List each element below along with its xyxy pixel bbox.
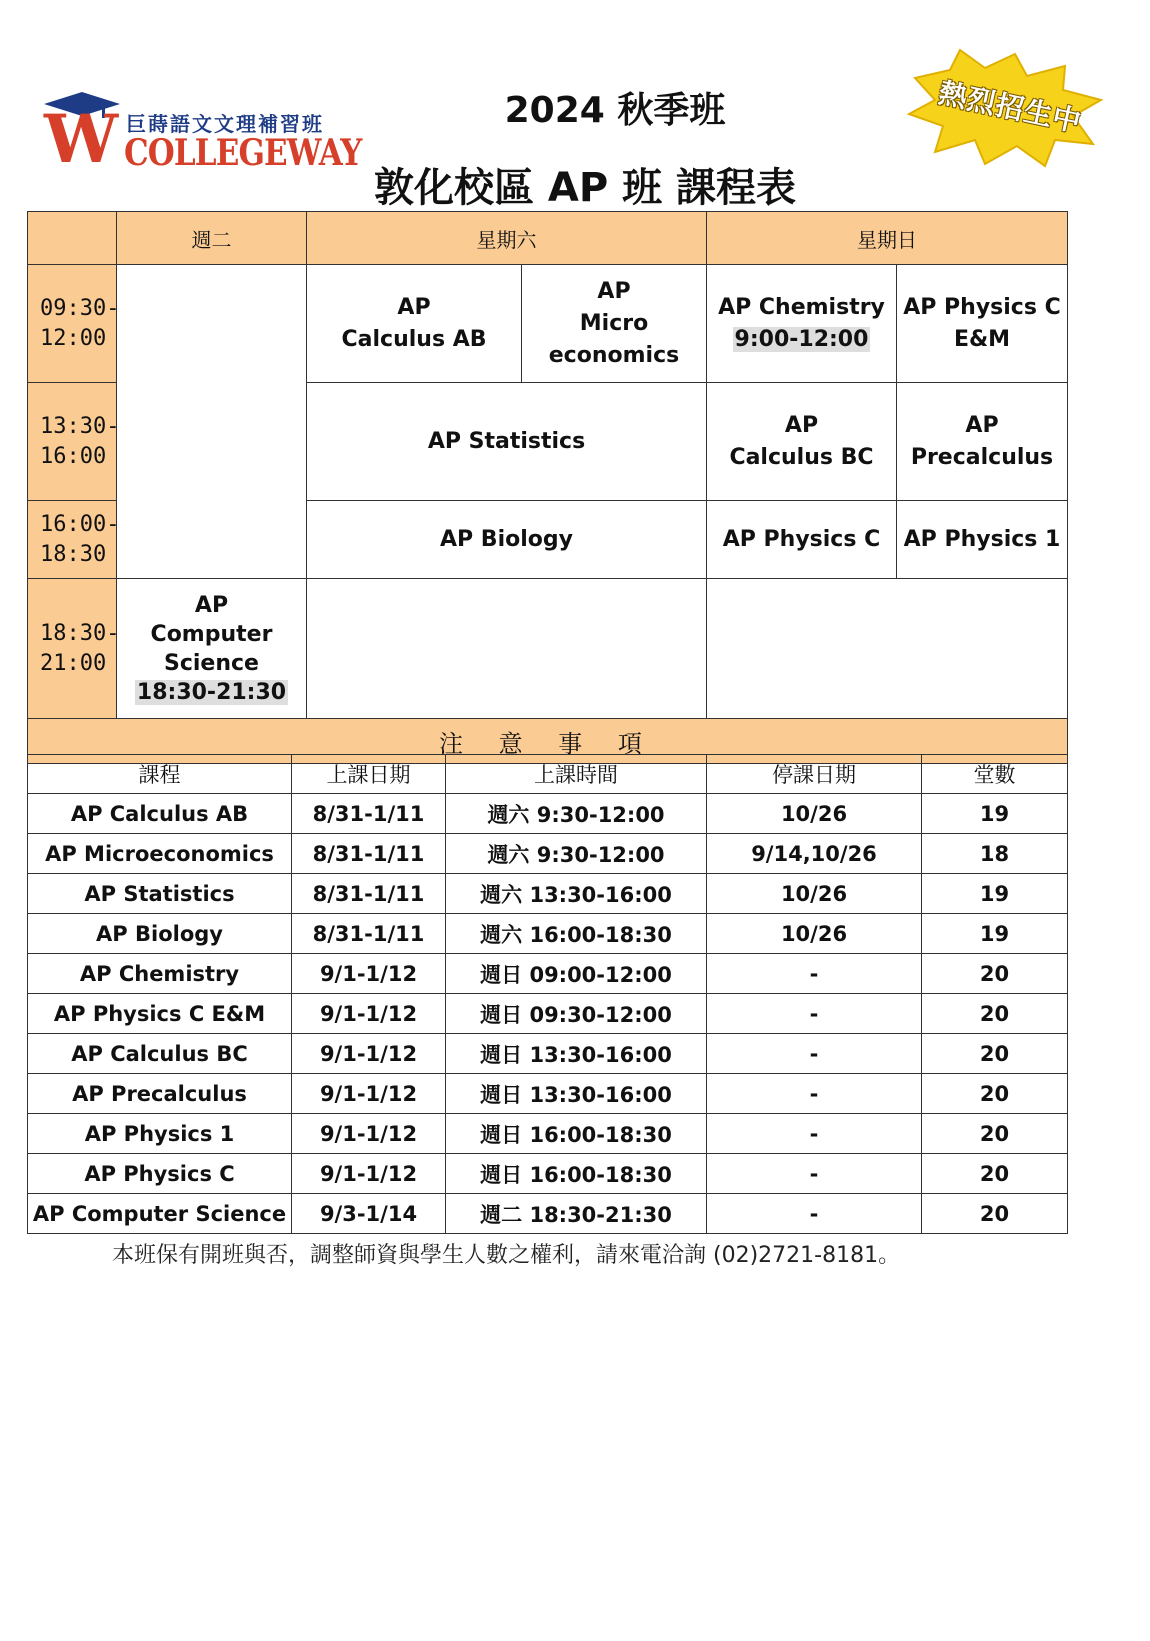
course-time: 週六 13:30-16:00	[446, 874, 707, 914]
course-dates: 9/1-1/12	[292, 954, 446, 994]
course-cell-statistics: AP Statistics	[307, 383, 707, 501]
course-name: AP Computer Science	[28, 1194, 292, 1234]
course-dates: 9/1-1/12	[292, 1074, 446, 1114]
page-subtitle: 敦化校區 AP 班 課程表	[373, 165, 797, 211]
saturday-empty-cell	[307, 579, 707, 719]
course-time: 週日 09:30-12:00	[446, 994, 707, 1034]
table-row	[28, 994, 1068, 1034]
course-cell-microeconomics: AP Micro economics	[522, 265, 707, 383]
course-sessions: 20	[922, 1114, 1068, 1154]
table-row	[28, 1034, 1068, 1074]
course-time: 週日 16:00-18:30	[446, 1114, 707, 1154]
schedule-table	[27, 211, 1068, 764]
course-dates: 8/31-1/11	[292, 914, 446, 954]
course-dates: 8/31-1/11	[292, 794, 446, 834]
time-slot-3: 16:00- 18:30	[28, 501, 117, 579]
course-name: AP Physics C E&M	[28, 994, 292, 1034]
course-break: -	[707, 1074, 922, 1114]
course-name: AP Physics C	[28, 1154, 292, 1194]
course-sessions: 18	[922, 834, 1068, 874]
day-sunday: 星期日	[707, 212, 1068, 265]
course-time: 週日 13:30-16:00	[446, 1074, 707, 1114]
course-cell-physics-1: AP Physics 1	[897, 501, 1068, 579]
corner-cell	[28, 212, 117, 265]
course-time: 週六 9:30-12:00	[446, 834, 707, 874]
course-time: 週六 16:00-18:30	[446, 914, 707, 954]
course-cell-computer-science: AP Computer Science 18:30-21:30	[117, 579, 307, 719]
col-header-sessions: 堂數	[922, 755, 1068, 794]
course-sessions: 20	[922, 954, 1068, 994]
course-name: AP Physics 1	[28, 1114, 292, 1154]
table-row	[28, 874, 1068, 914]
tuesday-empty-cell	[117, 265, 307, 579]
course-break: -	[707, 1034, 922, 1074]
course-dates: 9/3-1/14	[292, 1194, 446, 1234]
course-break: 10/26	[707, 914, 922, 954]
course-sessions: 20	[922, 1154, 1068, 1194]
table-row	[28, 794, 1068, 834]
course-cell-physics-c: AP Physics C	[707, 501, 897, 579]
recruiting-badge-text: 熱烈招生中	[935, 76, 1085, 139]
col-header-break: 停課日期	[707, 755, 922, 794]
cs-time-highlight: 18:30-21:30	[136, 679, 287, 705]
course-break: 9/14,10/26	[707, 834, 922, 874]
course-time: 週六 9:30-12:00	[446, 794, 707, 834]
course-name: AP Precalculus	[28, 1074, 292, 1114]
course-info-table	[27, 754, 1068, 1234]
col-header-dates: 上課日期	[292, 755, 446, 794]
course-dates: 9/1-1/12	[292, 1114, 446, 1154]
col-header-course: 課程	[28, 755, 292, 794]
logo-letter: W	[44, 100, 119, 178]
course-name: AP Statistics	[28, 874, 292, 914]
course-break: 10/26	[707, 874, 922, 914]
notes-header: 注 意 事 項	[28, 719, 1068, 764]
day-tuesday: 週二	[117, 212, 307, 265]
course-dates: 9/1-1/12	[292, 994, 446, 1034]
table-row	[28, 1194, 1068, 1234]
info-header-row	[28, 755, 1068, 794]
course-name: AP Calculus BC	[28, 1034, 292, 1074]
course-sessions: 20	[922, 994, 1068, 1034]
course-break: -	[707, 1194, 922, 1234]
course-name: AP Biology	[28, 914, 292, 954]
course-time: 週日 09:00-12:00	[446, 954, 707, 994]
logo-chinese-name: 巨蒔語文文理補習班	[126, 112, 324, 136]
course-sessions: 19	[922, 794, 1068, 834]
course-break: -	[707, 1114, 922, 1154]
chemistry-time-highlight: 9:00-12:00	[734, 326, 869, 352]
table-row	[28, 1114, 1068, 1154]
course-sessions: 20	[922, 1034, 1068, 1074]
course-sessions: 19	[922, 874, 1068, 914]
course-break: -	[707, 1154, 922, 1194]
course-sessions: 20	[922, 1074, 1068, 1114]
course-dates: 8/31-1/11	[292, 834, 446, 874]
table-row	[28, 1154, 1068, 1194]
time-slot-1: 09:30- 12:00	[28, 265, 117, 383]
course-name: AP Microeconomics	[28, 834, 292, 874]
course-break: -	[707, 994, 922, 1034]
course-cell-physics-c-em: AP Physics C E&M	[897, 265, 1068, 383]
footer-note: 本班保有開班與否，調整師資與學生人數之權利，請來電洽詢 (02)2721-8181。	[112, 1243, 901, 1268]
course-cell-biology: AP Biology	[307, 501, 707, 579]
table-row	[28, 834, 1068, 874]
time-slot-2: 13:30- 16:00	[28, 383, 117, 501]
course-time: 週日 13:30-16:00	[446, 1034, 707, 1074]
col-header-time: 上課時間	[446, 755, 707, 794]
course-cell-calculus-ab: AP Calculus AB	[307, 265, 522, 383]
course-dates: 9/1-1/12	[292, 1034, 446, 1074]
table-row	[28, 954, 1068, 994]
course-cell-chemistry: AP Chemistry 9:00-12:00	[707, 265, 897, 383]
course-cell-precalculus: AP Precalculus	[897, 383, 1068, 501]
table-row	[28, 1074, 1068, 1114]
course-break: -	[707, 954, 922, 994]
page-title: 2024 秋季班	[504, 90, 726, 131]
table-row	[28, 914, 1068, 954]
course-name: AP Calculus AB	[28, 794, 292, 834]
course-sessions: 19	[922, 914, 1068, 954]
time-slot-4: 18:30- 21:00	[28, 579, 117, 719]
course-time: 週二 18:30-21:30	[446, 1194, 707, 1234]
logo-english-name: COLLEGEWAY	[124, 132, 362, 174]
course-break: 10/26	[707, 794, 922, 834]
course-time: 週日 16:00-18:30	[446, 1154, 707, 1194]
sunday-empty-cell	[707, 579, 1068, 719]
course-dates: 8/31-1/11	[292, 874, 446, 914]
course-name: AP Chemistry	[28, 954, 292, 994]
course-cell-calculus-bc: AP Calculus BC	[707, 383, 897, 501]
day-saturday: 星期六	[307, 212, 707, 265]
course-sessions: 20	[922, 1194, 1068, 1234]
course-dates: 9/1-1/12	[292, 1154, 446, 1194]
